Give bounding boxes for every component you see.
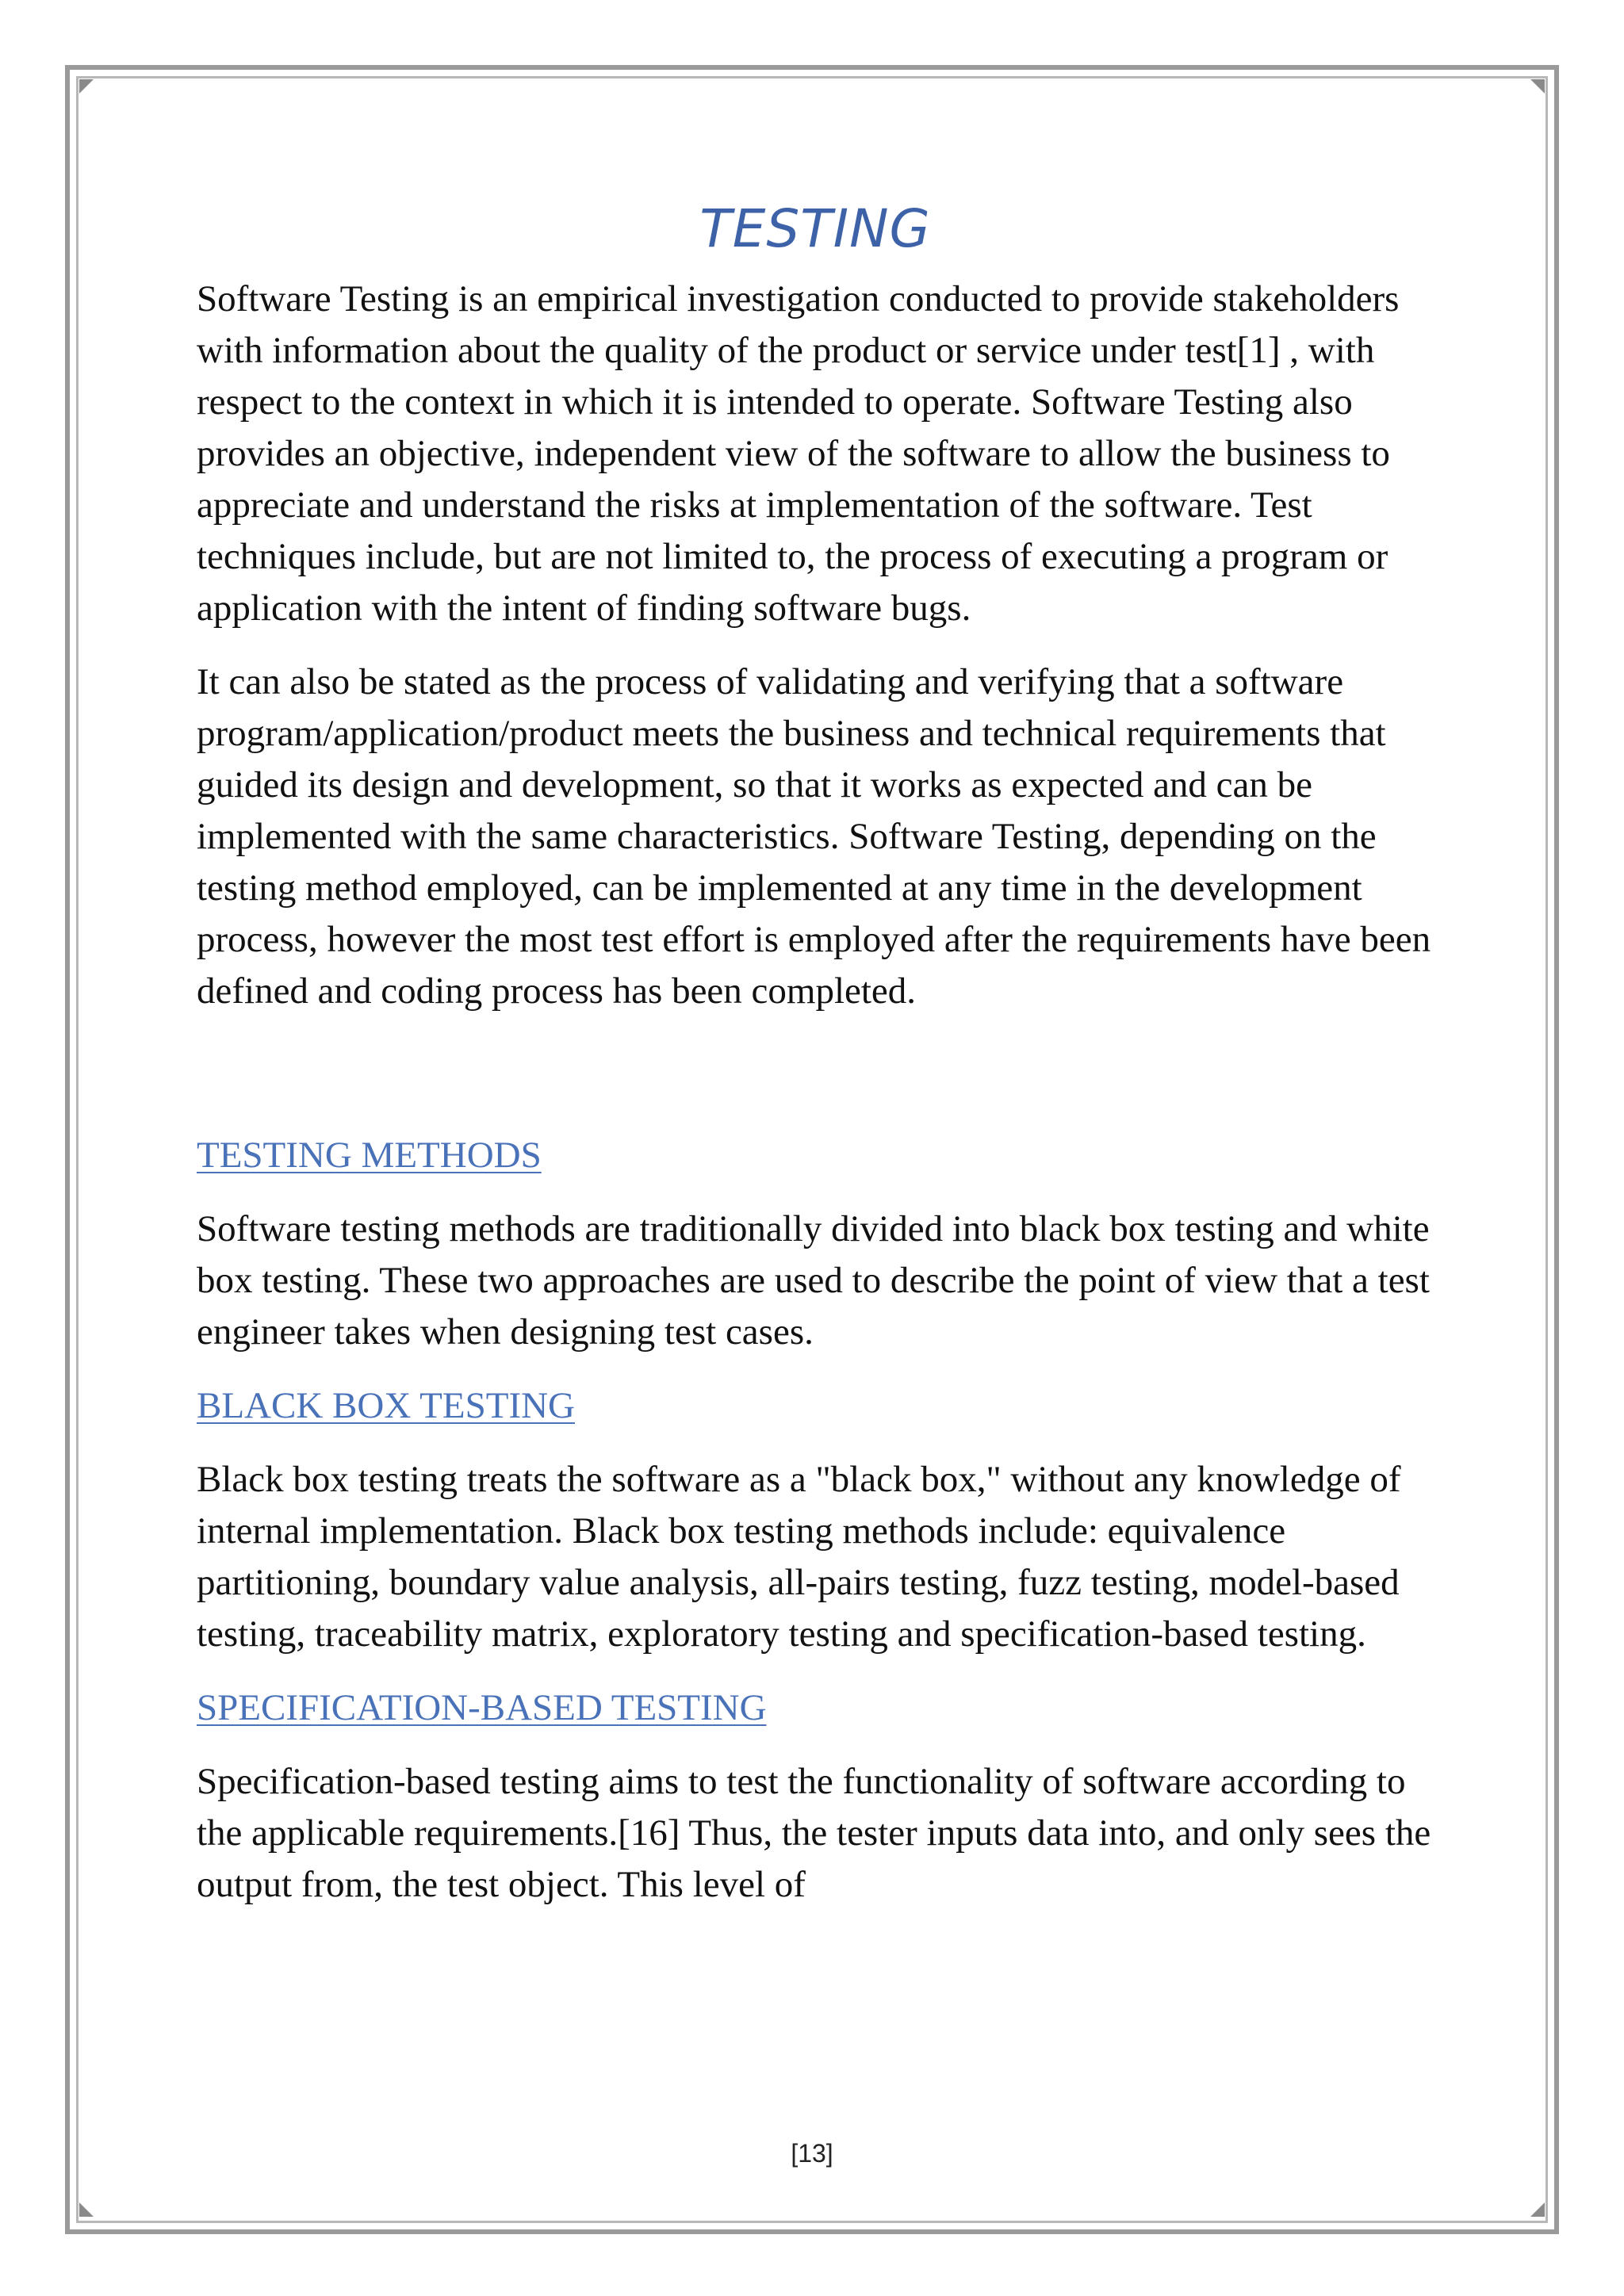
paragraph-black-box-testing: Black box testing treats the software as a "black box," without any knowledge of internal implementation. Black box testing methods include: equivalence partitioning, boundary value analysis, all-pairs testing, fuzz testing, model-based testing, traceability matrix, exploratory testing and specification-based testing.	[197, 1459, 1401, 1655]
section-spacer	[197, 1039, 1434, 1130]
corner-ornament-bottom-left	[79, 2202, 94, 2217]
page-number: [13]	[791, 2139, 833, 2168]
heading-black-box-testing: BLACK BOX TESTING	[197, 1385, 575, 1426]
page-title: TESTING	[699, 198, 931, 259]
corner-ornament-bottom-right	[1530, 2202, 1545, 2217]
corner-ornament-top-left	[79, 79, 94, 94]
heading-testing-methods: TESTING METHODS	[197, 1135, 542, 1176]
intro-paragraph-1: Software Testing is an empirical investigation conducted to provide stakeholders with information about the quality of the product or service under test[1] , with respect to the context in which it is intended to operate. Software Testing also provides an objective, independent view of the software to allow the business to appreciate and understand the risks at implementation of the software. Test techniques include, but are not limited to, the process of executing a program or application with the intent of finding software bugs.	[197, 278, 1400, 629]
page-content	[197, 198, 1434, 1933]
intro-paragraph-2: It can also be stated as the process of validating and verifying that a software program/application/product meets the business and technical requirements that guided its design and development, so that it works as expected and can be implemented with the same characteristics. Software Testing, depending on the testing method employed, can be implemented at any time in the development process, however the most test effort is employed after the requirements have been defined and coding process has been completed.	[197, 661, 1431, 1012]
paragraph-testing-methods: Software testing methods are traditionally divided into black box testing and white box testing. These two approaches are used to describe the point of view that a test engineer takes when designing test cases.	[197, 1208, 1430, 1353]
heading-specification-based-testing: SPECIFICATION-BASED TESTING	[197, 1687, 767, 1728]
paragraph-specification-based-testing: Specification-based testing aims to test the functionality of software according to the applicable requirements.[16] Thus, the tester inputs data into, and only sees the output from, the test object. This level of	[197, 1761, 1431, 1905]
corner-ornament-top-right	[1530, 79, 1545, 94]
